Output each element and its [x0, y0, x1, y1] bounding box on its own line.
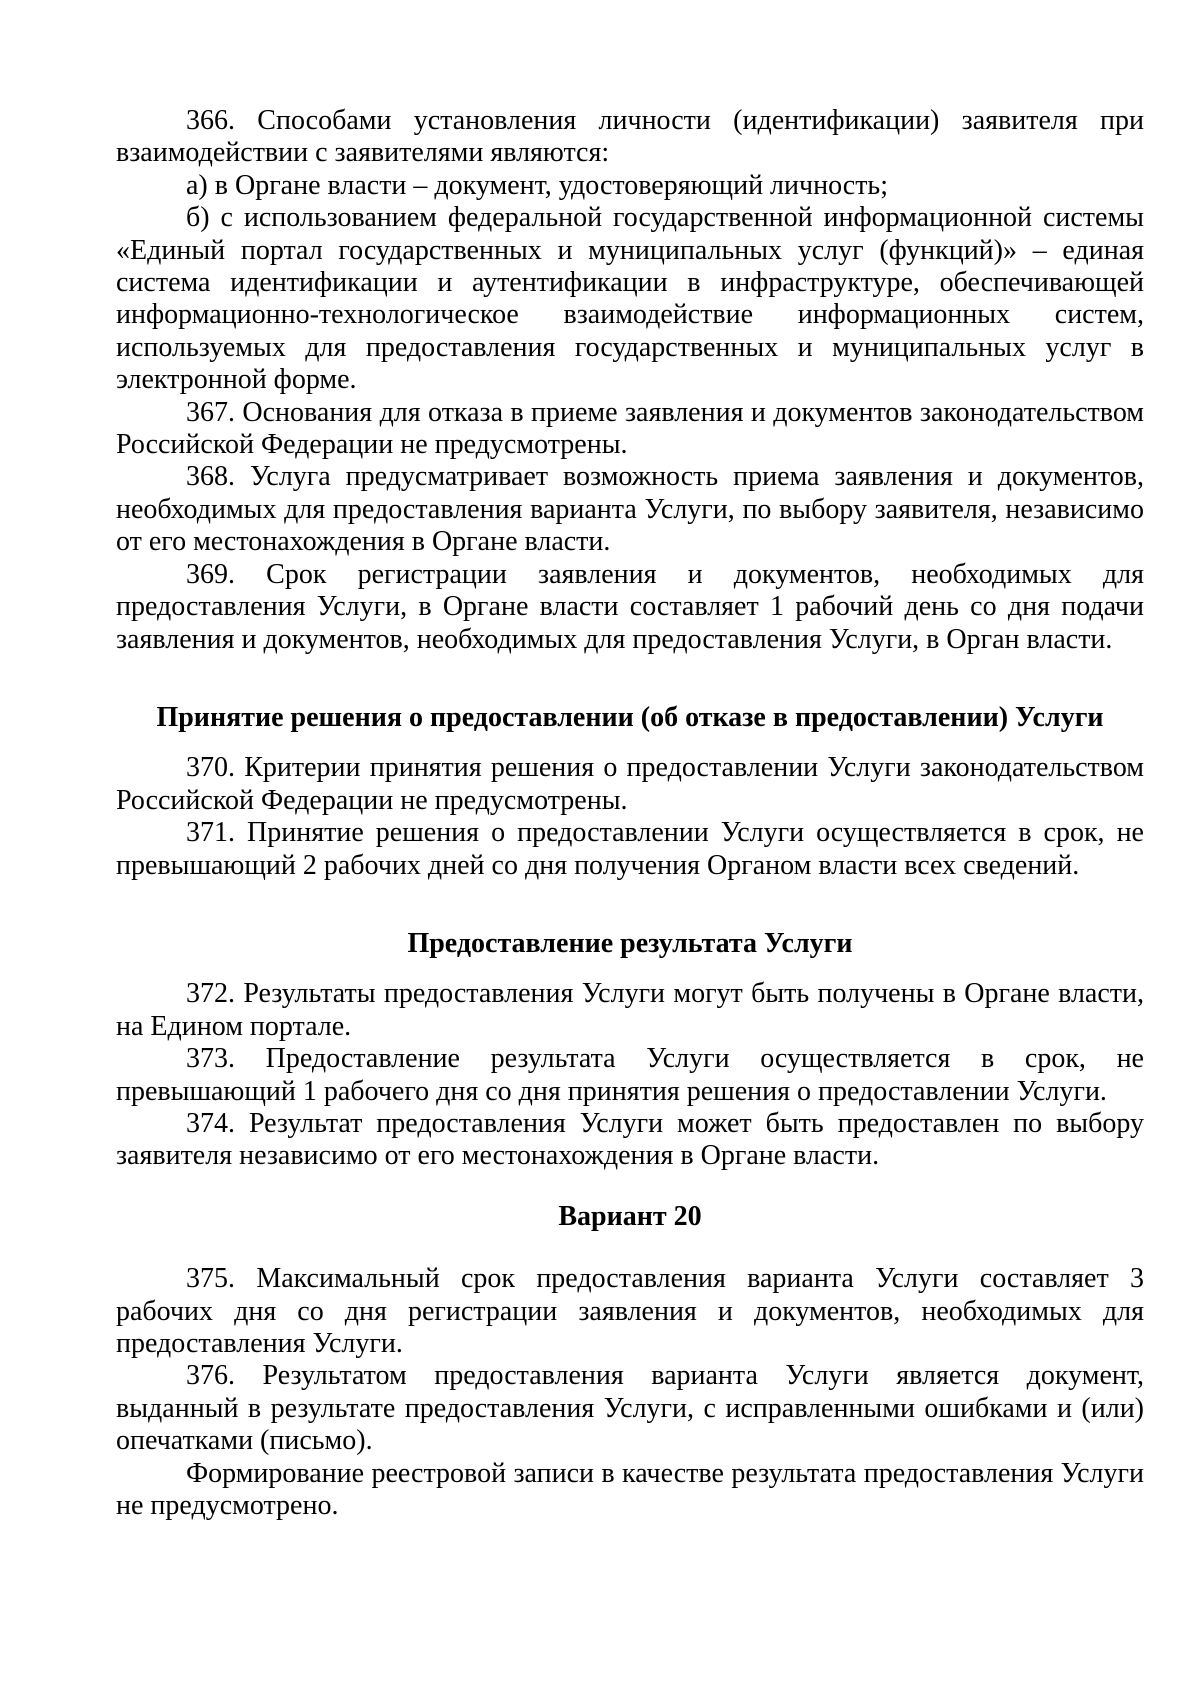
paragraph-number: 370. — [186, 752, 235, 784]
paragraph-371 — [116, 817, 1144, 882]
paragraph-374 — [116, 1108, 1144, 1173]
section-heading-result: Предоставление результата Услуги — [407, 927, 853, 959]
paragraph-text: Критерии принятия решения о предоставлении Услуги законодательством Российской Федерации не предусмотрены. — [116, 752, 1145, 816]
paragraph-number: 372. — [186, 978, 235, 1010]
paragraph-text: Способами установления личности (идентификации) заявителя при взаимодействии с заявителями являются: — [116, 105, 1144, 169]
paragraph-text: Формирование реестровой записи в качестве результата предоставления Услуги не предусмотрено. — [116, 1457, 1144, 1522]
section-identification — [116, 105, 1144, 656]
paragraph-number: 371. — [186, 817, 235, 849]
paragraph-text: Предоставление результата Услуги осуществляется в срок, не превышающий 1 рабочего дня со дня принятия решения о предоставлении Услуги. — [116, 1043, 1144, 1107]
paragraph-text: Максимальный срок предоставления варианта Услуги составляет 3 рабочих дня со дня регистрации заявления и документов, необходимых для предоставления Услуги. — [116, 1263, 1145, 1359]
paragraph-text: а) в Органе власти – документ, удостоверяющий личность; — [186, 169, 888, 201]
paragraph-number: 376. — [186, 1360, 235, 1392]
section-variant — [116, 1263, 1144, 1522]
paragraph-number: 375. — [186, 1263, 235, 1295]
paragraph-text: Результаты предоставления Услуги могут быть получены в Органе власти, на Едином портале. — [116, 978, 1145, 1042]
paragraph-number: 369. — [186, 558, 235, 590]
paragraph-373 — [116, 1043, 1144, 1108]
paragraph-text: Услуга предусматривает возможность приема заявления и документов, необходимых для предоставления варианта Услуги, по выбору заявителя, независимо от его местонахождения в Органе власти. — [116, 461, 1145, 558]
paragraph-367 — [116, 397, 1144, 462]
paragraph-376 — [116, 1360, 1144, 1457]
section-decision — [116, 752, 1144, 882]
section-result — [116, 978, 1144, 1172]
paragraph-number: 373. — [186, 1043, 235, 1075]
paragraph-368 — [116, 461, 1144, 558]
paragraph-366 — [116, 105, 1144, 170]
section-heading-decision: Принятие решения о предоставлении (об отказе в предоставлении) Услуги — [156, 701, 1104, 733]
paragraph-376-registry — [116, 1458, 1144, 1523]
paragraph-text: Принятие решения о предоставлении Услуги осуществляется в срок, не превышающий 2 рабочих дней со дня получения Органом власти всех сведений. — [116, 817, 1144, 881]
paragraph-text: Результат предоставления Услуги может быть предоставлен по выбору заявителя независимо от его местонахождения в Органе власти. — [116, 1107, 1144, 1172]
paragraph-number: 367. — [186, 396, 235, 428]
paragraph-370 — [116, 752, 1144, 817]
paragraph-366-b — [116, 202, 1144, 396]
paragraph-375 — [116, 1263, 1144, 1360]
paragraph-number: 366. — [186, 105, 235, 136]
paragraph-372 — [116, 978, 1144, 1043]
paragraph-text: Результатом предоставления варианта Услуги является документ, выданный в результате предоставления Услуги, с исправленными ошибками и (или) опечатками (письмо). — [116, 1360, 1144, 1457]
paragraph-number: 368. — [186, 461, 235, 493]
paragraph-text: б) с использованием федеральной государственной информационной системы «Единый портал государственных и муниципальных услуг (функций)» – единая система идентификации и аутентификации в инфраструктуре, обеспечивающей информационно-технологическое взаимодействие информационных систем, используемых для предоставления государственных и муниципальных услуг в электронной форме. — [116, 202, 1144, 396]
paragraph-366-a — [116, 170, 1144, 202]
paragraph-text: Основания для отказа в приеме заявления и документов законодательством Российской Федерации не предусмотрены. — [116, 396, 1145, 461]
paragraph-number: 374. — [186, 1107, 235, 1139]
paragraph-text: Срок регистрации заявления и документов, необходимых для предоставления Услуги, в Органе власти составляет 1 рабочий день со дня подачи заявления и документов, необходимых для предоставления Услуги, в Орган власти. — [116, 558, 1144, 655]
section-heading-variant: Вариант 20 — [558, 1200, 702, 1232]
paragraph-369 — [116, 559, 1144, 656]
